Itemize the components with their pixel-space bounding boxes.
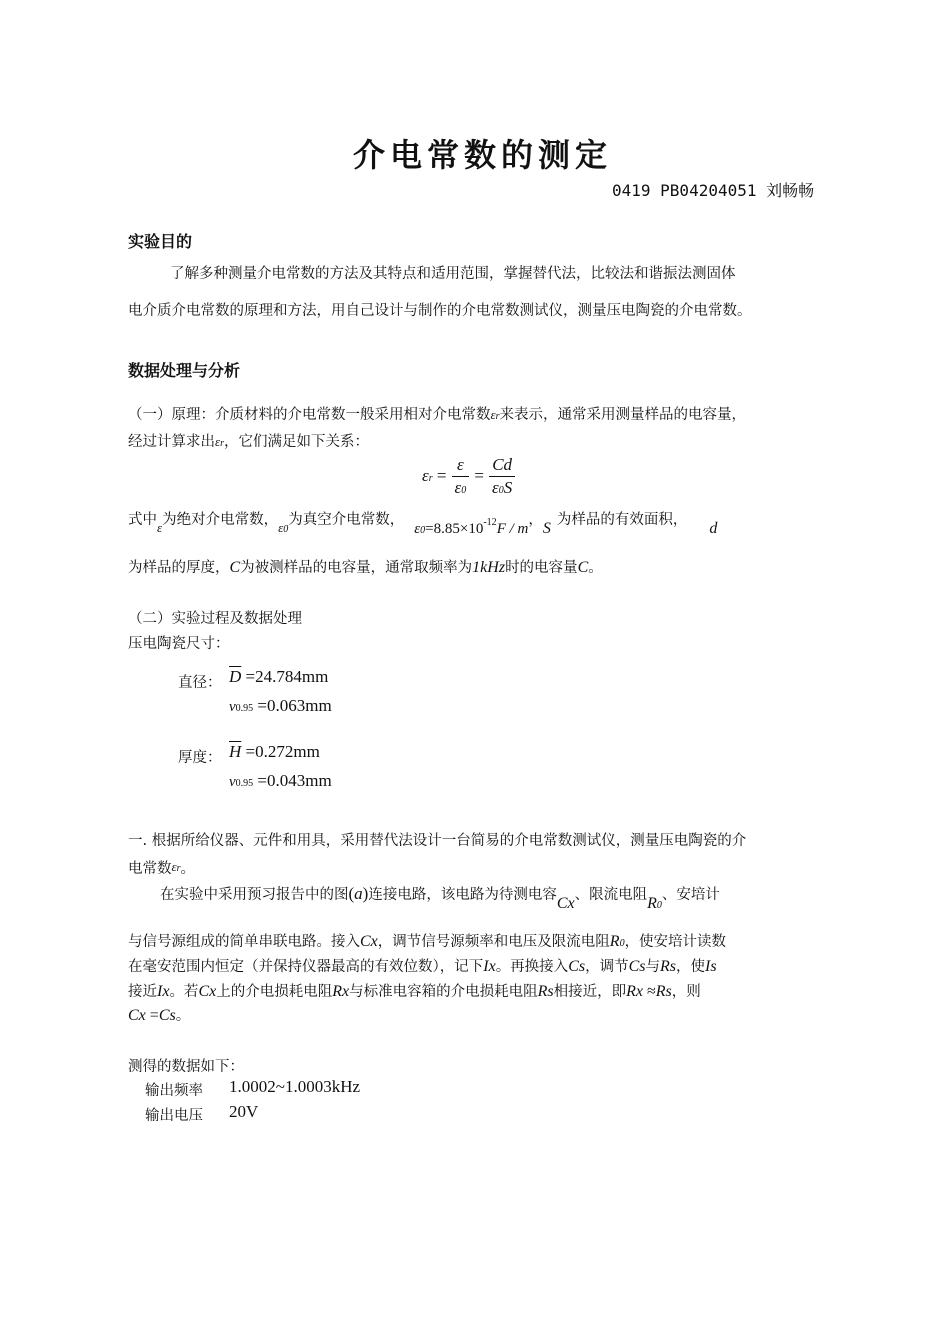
measured-data-intro: 测得的数据如下： (128, 1059, 244, 1075)
thickness-capacitance-line: 为样品的厚度，C为被测样品的电容量，通常取频率为1kHz时的电容量C。 (128, 559, 603, 576)
section1-para-line4: 接近Ix。若Cx上的介电损耗电阻Rx与标准电容箱的介电损耗电阻Rs相接近，即Rx ≈Rs，则 (128, 983, 701, 1000)
principle-line2: 经过计算求出εr，它们满足如下关系： (128, 434, 370, 450)
diameter-value: $\overline{D} =24.784mm$ (229, 667, 329, 686)
section1-line1: 一. 根据所给仪器、元件和用具，采用替代法设计一台简易的介电常数测试仪，测量压电陶瓷的介 (128, 833, 747, 849)
formula-relative-permittivity: εr = $\frac{\varepsilon}{\varepsilon 0}$ = $\frac{Cd}{\varepsilon 0S}$ (422, 455, 515, 498)
section-heading-purpose: 实验目的 (128, 232, 193, 251)
diameter-label: 直径： (178, 675, 222, 691)
section1-para-line2: 与信号源组成的简单串联电路。接入Cx，调节信号源频率和电压及限流电阻R0，使安培计读数 (128, 933, 727, 950)
section1-line2: 电常数εr。 (128, 859, 196, 877)
section1-para-line1: 在实验中采用预习报告中的图(a)连接电路，该电路为待测电容Cx、限流电阻R0、安培计 (160, 884, 720, 912)
thickness-value: $\overline{H} =0.272mm$ (229, 742, 320, 761)
section1-para-line5: Cx =Cs。 (128, 1007, 191, 1024)
procedure-heading: （二）实验过程及数据处理 (128, 611, 302, 627)
data-row-value: 1.0002~1.0003kHz (229, 1077, 361, 1096)
section-heading-analysis: 数据处理与分析 (128, 361, 241, 380)
symbol-definitions-line: 式中ε为绝对介电常数，ε0为真空介电常数，ε0=8.85×10-12F / m，S 为样品的有效面积， d (128, 512, 718, 537)
sample-size-label: 压电陶瓷尺寸： (128, 636, 230, 652)
thickness-uncertainty: v0.95 =0.043mm (229, 771, 332, 790)
purpose-text-line2: 电介质介电常数的原理和方法，用自己设计与制作的介电常数测试仪，测量压电陶瓷的介电常数。 (128, 303, 752, 319)
page-title: 介电常数的测定 (353, 136, 613, 174)
diameter-uncertainty: v0.95 =0.063mm (229, 696, 332, 715)
data-row-label: 输出电压 (145, 1108, 203, 1124)
data-row-value: 20V (229, 1102, 259, 1121)
purpose-text-line1: 了解多种测量介电常数的方法及其特点和适用范围，掌握替代法，比较法和谐振法测固体 (170, 266, 736, 282)
thickness-label: 厚度： (178, 750, 222, 766)
data-row-label: 输出频率 (145, 1083, 203, 1099)
principle-line1: （一）原理：介质材料的介电常数一般采用相对介电常数εr来表示，通常采用测量样品的电容量， (128, 407, 747, 423)
author-line: 0419 PB04204051 刘畅畅 (612, 181, 815, 200)
section1-para-line3: 在毫安范围内恒定（并保持仪器最高的有效位数），记下Ix。再换接入Cs，调节Cs与Rs，使Is (128, 958, 717, 975)
